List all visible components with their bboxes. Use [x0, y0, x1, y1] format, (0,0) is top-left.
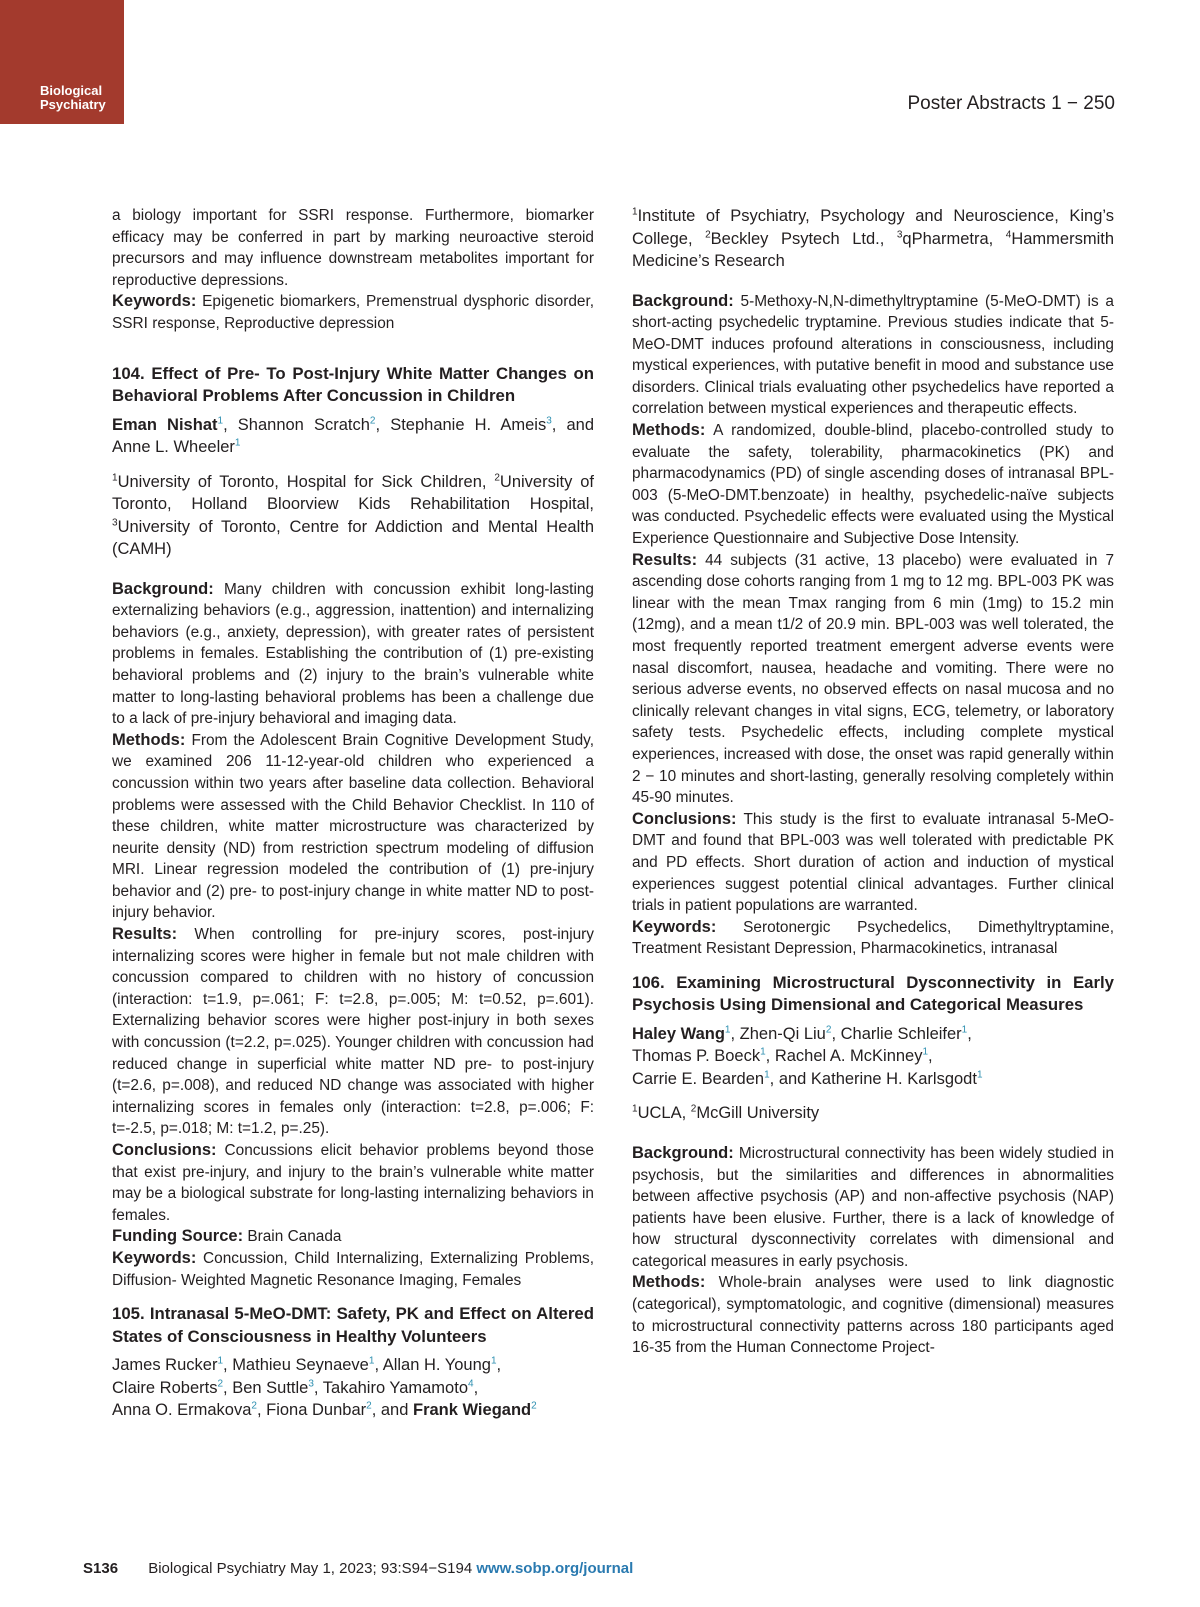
- presenting-author: Frank Wiegand: [412, 1401, 532, 1420]
- affiliation: University of Toronto, Centre for Addiction and Mental Health (CAMH): [112, 517, 594, 559]
- author: Mathieu Seynaeve: [232, 1356, 369, 1375]
- author-sup: 2: [369, 415, 376, 427]
- abstract-104-methods: [112, 730, 594, 924]
- aff-sup: 2: [705, 229, 711, 240]
- abstract-106-background: [632, 1143, 1114, 1273]
- author: Charlie Schleifer: [840, 1024, 962, 1043]
- abstract-104-title: 104. Effect of Pre- To Post-Injury White Matter Changes on Behavioral Problems After Concussion in Children: [112, 363, 594, 406]
- author: Carrie E. Bearden: [632, 1069, 765, 1088]
- author-sup: 1: [368, 1355, 375, 1367]
- author-sup: 1: [217, 1355, 224, 1367]
- section-text: A randomized, double-blind, placebo-controlled study to evaluate the safety, tolerability, pharmacokinetics (PK) and pharmacodynamics (PD) of single ascending doses of intranasal BPL-003 (5-MeO-DMT.benzoate) in healthy, psychedelic-naïve subjects was conducted. Psychedelic effects were evaluated using the Mystical Experience Questionnaire and Subjective Dose Intensity.: [632, 422, 1114, 548]
- affiliation: UCLA,: [637, 1104, 687, 1123]
- affiliation: qPharmetra,: [902, 229, 994, 248]
- author-sup: 4: [468, 1378, 474, 1390]
- author-sup: 1: [234, 437, 241, 449]
- section-text: Microstructural connectivity has been widely studied in psychosis, but the similarities and differences in abnormalities between affective psychosis (AP) and non-affective psychosis (NAP) patients have been elusive. Further, there is a lack of knowledge of how structural dysconnectivity correlates with dimensional and categorical measures in early psychosis.: [632, 1144, 1115, 1270]
- aff-sup: 1: [632, 206, 638, 218]
- author-sup: 1: [724, 1024, 731, 1036]
- section-label: Methods:: [112, 730, 186, 749]
- section-text: Concussion, Child Internalizing, Externalizing Problems, Diffusion- Weighted Magnetic Resonance Imaging, Females: [112, 1249, 595, 1289]
- section-label: Background:: [632, 1143, 734, 1162]
- journal-link[interactable]: www.sobp.org/journal: [476, 1560, 634, 1577]
- abstract-105-title: 105. Intranasal 5-MeO-DMT: Safety, PK and Effect on Altered States of Consciousness in Healthy Volunteers: [112, 1304, 594, 1346]
- section-label: Keywords:: [632, 917, 717, 936]
- author-sup: 3: [546, 415, 552, 427]
- abstract-104-affiliations: [112, 471, 594, 561]
- author: Claire Roberts: [112, 1378, 218, 1397]
- keywords-text: Epigenetic biomarkers, Premenstrual dysphoric disorder, SSRI response, Reproductive depression: [112, 293, 595, 332]
- author: Shannon Scratch: [237, 415, 370, 434]
- left-column: [112, 205, 594, 1422]
- author: and Anne L. Wheeler: [112, 415, 595, 457]
- aff-sup: 1: [112, 472, 118, 484]
- author: Rachel A. McKinney: [774, 1047, 923, 1066]
- section-text: Serotonergic Psychedelics, Dimethyltryptamine, Treatment Resistant Depression, Pharmacokinetics, intranasal: [632, 918, 1114, 958]
- section-text: This study is the first to evaluate intranasal 5-MeO-DMT and found that BPL-003 was well tolerated with predictable PK and PD effects. Short duration of action and induction of mystical experiences suggest potential clinical advantages. Further clinical trials in patient populations are warranted.: [632, 810, 1115, 915]
- abstract-104-authors: Eman Nishat$^1$, Shannon Scratch$^2$, Stephanie H. Ameis$^3$, and Anne L. Wheeler$^1$: [112, 415, 595, 457]
- author-sup: 1: [961, 1024, 968, 1036]
- section-header: Poster Abstracts 1 − 250: [907, 93, 1115, 114]
- abstract-105-methods: [632, 420, 1114, 550]
- abstract-104-conclusions: [112, 1140, 594, 1226]
- continued-text: a biology important for SSRI response. Furthermore, biomarker efficacy may be conferred in part by marking neuroactive steroid precursors and may influence downstream metabolites important for reproductive depressions.: [112, 207, 594, 289]
- abstract-104-keywords: [112, 1248, 594, 1291]
- abstract-106-title: 106. Examining Microstructural Dysconnectivity in Early Psychosis Using Dimensional and Categorical Measures: [632, 972, 1114, 1015]
- abstract-105-authors: James Rucker$^1$, Mathieu Seynaeve$^1$, Allan H. Young$^1$, Claire Roberts$^2$, Ben Suttle$^3$, Takahiro Yamamoto$^4$, Anna O. Ermakova$^2$, Fiona Dunbar$^2$, and Frank Wiegand$^2$: [112, 1355, 537, 1420]
- aff-sup: 4: [1005, 229, 1012, 240]
- abstract-105-background: [632, 291, 1114, 421]
- aff-sup: 3: [112, 517, 118, 529]
- section-text: From the Adolescent Brain Cognitive Development Study, we examined 206 11-12-year-old children who experienced a concussion within two years after baseline data collection. Behavioral problems were assessed with the Child Behavior Checklist. In 110 of these children, white matter microstructure was characterized by neurite density (ND) from restriction spectrum modeling of diffusion MRI. Linear regression modeled the contribution of (1) pre-injury behavior and (2) pre- to post-injury change in white matter ND to post-injury behavior.: [112, 731, 594, 922]
- section-label: Results:: [112, 925, 178, 944]
- abstract-104-background: [112, 579, 594, 730]
- author: James Rucker: [112, 1356, 218, 1375]
- keywords-103: [112, 291, 594, 334]
- section-text: 5-Methoxy-N,N-dimethyltryptamine (5-MeO-DMT) is a short-acting psychedelic tryptamine. Previous studies indicate that 5-MeO-DMT induces profound alterations in consciousness, including mystical experiences, with putative benefit in mood and substance use disorders. Clinical trials evaluating other psychedelics have reported a correlation between mystical experiences and therapeutic effects.: [632, 292, 1114, 418]
- affiliation: Hammersmith Medicine’s Research: [632, 229, 1115, 270]
- affiliation: Beckley Psytech Ltd.,: [710, 229, 885, 248]
- aff-sup: 2: [494, 472, 500, 484]
- section-label: Conclusions:: [112, 1141, 217, 1159]
- author-sup: 1: [217, 415, 224, 427]
- author-sup: 1: [760, 1046, 766, 1058]
- presenting-author: Eman Nishat: [112, 415, 218, 434]
- journal-logo: [0, 0, 124, 124]
- section-label: Methods:: [632, 421, 706, 440]
- section-text: Many children with concussion exhibit long-lasting externalizing behaviors (e.g., aggression, inattention) and internalizing behaviors (e.g., anxiety, depression), with greater rates of persistent problems in females. Establishing the contribution of (1) pre-existing behavioral problems and (2) injury to the brain’s vulnerable white matter to long-lasting behavioral problems has been a challenge due to a lack of pre-injury behavioral and imaging data.: [112, 580, 594, 728]
- page-footer: [83, 1560, 633, 1577]
- section-label: Conclusions:: [632, 809, 737, 828]
- author-sup: 2: [825, 1024, 832, 1036]
- abstract-105-affiliations: [632, 205, 1114, 273]
- right-column: [632, 205, 1114, 1359]
- author: and Katherine H. Karlsgodt: [778, 1069, 977, 1088]
- logo-line-2: Psychiatry: [40, 97, 106, 112]
- section-text: When controlling for pre-injury scores, post-injury internalizing scores were higher in female but not male children with concussion compared to children with no history of concussion (interaction: t=1.9, p=.061; F: t=2.8, p=.005; M: t=0.52, p=.601). Externalizing behavior scores were higher post-injury in both sexes with concussion (t=2.2, p=.025). Younger children with concussion had reduced change in superficial white matter ND pre- to post-injury (t=2.6, p=.008), and reduced ND change was associated with higher internalizing scores in females only (interaction: t=2.8, p=.006; F: t=-2.5, p=.018; M: t=1.2, p=.25).: [112, 926, 594, 1138]
- abstract-104-funding: [112, 1226, 594, 1248]
- abstract-105-conclusions: [632, 809, 1114, 917]
- abstract-106-methods: [632, 1272, 1114, 1358]
- logo-line-1: Biological: [40, 83, 103, 98]
- author-sup: 1: [976, 1069, 983, 1081]
- aff-sup: 3: [896, 229, 903, 240]
- author: Ben Suttle: [232, 1378, 309, 1397]
- author-sup: 2: [217, 1378, 224, 1390]
- affiliation: University of Toronto, Holland Bloorview Kids Rehabilitation Hospital,: [112, 472, 594, 514]
- aff-sup: 1: [632, 1103, 638, 1115]
- affiliation: Institute of Psychiatry, Psychology and Neuroscience, King’s College,: [632, 207, 1114, 248]
- section-text: 44 subjects (31 active, 13 placebo) were evaluated in 7 ascending dose cohorts ranging from 1 mg to 12 mg. BPL-003 PK was linear with the mean Tmax ranging from 6 min (1mg) to 15.2 min (12mg), and a mean t1/2 of 20.9 min. BPL-003 was well tolerated, the most frequently reported treatment emergent adverse events were nasal discomfort, nausea, headache and vomiting. There were no serious adverse events, no observed effects on nasal mucosa and no clinically relevant changes in vital signs, ECG, telemetry, or laboratory safety tests. Psychedelic effects, including complete mystical experiences, increased with dose, the onset was rapid generally within 2 − 10 minutes and short-lasting, generally resolving completely within 45-90 minutes.: [632, 551, 1114, 807]
- logo-text: [40, 84, 106, 112]
- author: Zhen-Qi Liu: [739, 1024, 826, 1043]
- abstract-106-affiliations: [632, 1102, 1114, 1125]
- section-text: Whole-brain analyses were used to link diagnostic (categorical), symptomatologic, and cognitive (dimensional) measures to microstructural connectivity patterns across 180 participants aged 16-35 from the Human Connectome Project-: [632, 1274, 1115, 1357]
- author-conjunction: and: [380, 1401, 409, 1420]
- author-sup: 1: [764, 1069, 770, 1081]
- author-sup: 1: [490, 1355, 497, 1367]
- author-sup: 2: [251, 1400, 257, 1412]
- abstract-105-keywords: [632, 917, 1114, 960]
- section-label: Funding Source:: [112, 1227, 244, 1246]
- author: Takahiro Yamamoto: [322, 1378, 468, 1397]
- section-label: Keywords:: [112, 1248, 197, 1267]
- section-label: Results:: [632, 550, 698, 569]
- author: Allan H. Young: [382, 1356, 491, 1375]
- page-number: S136: [83, 1560, 119, 1577]
- section-text: Concussions elicit behavior problems beyond those that exist pre-injury, and injury to the brain’s vulnerable white matter may be a biological substrate for long-lasting internalizing behaviors in females.: [112, 1142, 594, 1224]
- abstract-104-results: [112, 924, 594, 1140]
- author: Stephanie H. Ameis: [390, 415, 547, 434]
- section-text: Brain Canada: [247, 1228, 342, 1246]
- author-sup: 1: [922, 1046, 929, 1058]
- keywords-label: Keywords:: [112, 292, 197, 311]
- abstract-106-authors: Haley Wang$^1$, Zhen-Qi Liu$^2$, Charlie Schleifer$^1$, Thomas P. Boeck$^1$, Rachel A. McKinney$^1$, Carrie E. Bearden$^1$, and Katherine H. Karlsgodt$^1$: [632, 1024, 983, 1088]
- abstract-105-results: [632, 550, 1114, 809]
- affiliation: McGill University: [696, 1104, 820, 1123]
- author-sup: 2: [366, 1400, 372, 1412]
- section-label: Background:: [112, 579, 214, 598]
- author-sup: 3: [308, 1378, 314, 1390]
- presenting-author: Haley Wang: [632, 1024, 725, 1043]
- affiliation: University of Toronto, Hospital for Sick Children,: [117, 472, 487, 491]
- aff-sup: 2: [690, 1103, 697, 1115]
- author-sup: 2: [531, 1400, 537, 1412]
- author: Fiona Dunbar: [266, 1401, 367, 1420]
- author: Anna O. Ermakova: [112, 1401, 252, 1420]
- citation: Biological Psychiatry May 1, 2023; 93:S94−S194: [148, 1560, 473, 1577]
- section-label: Methods:: [632, 1273, 706, 1292]
- section-label: Background:: [632, 291, 734, 310]
- author: Thomas P. Boeck: [632, 1047, 761, 1066]
